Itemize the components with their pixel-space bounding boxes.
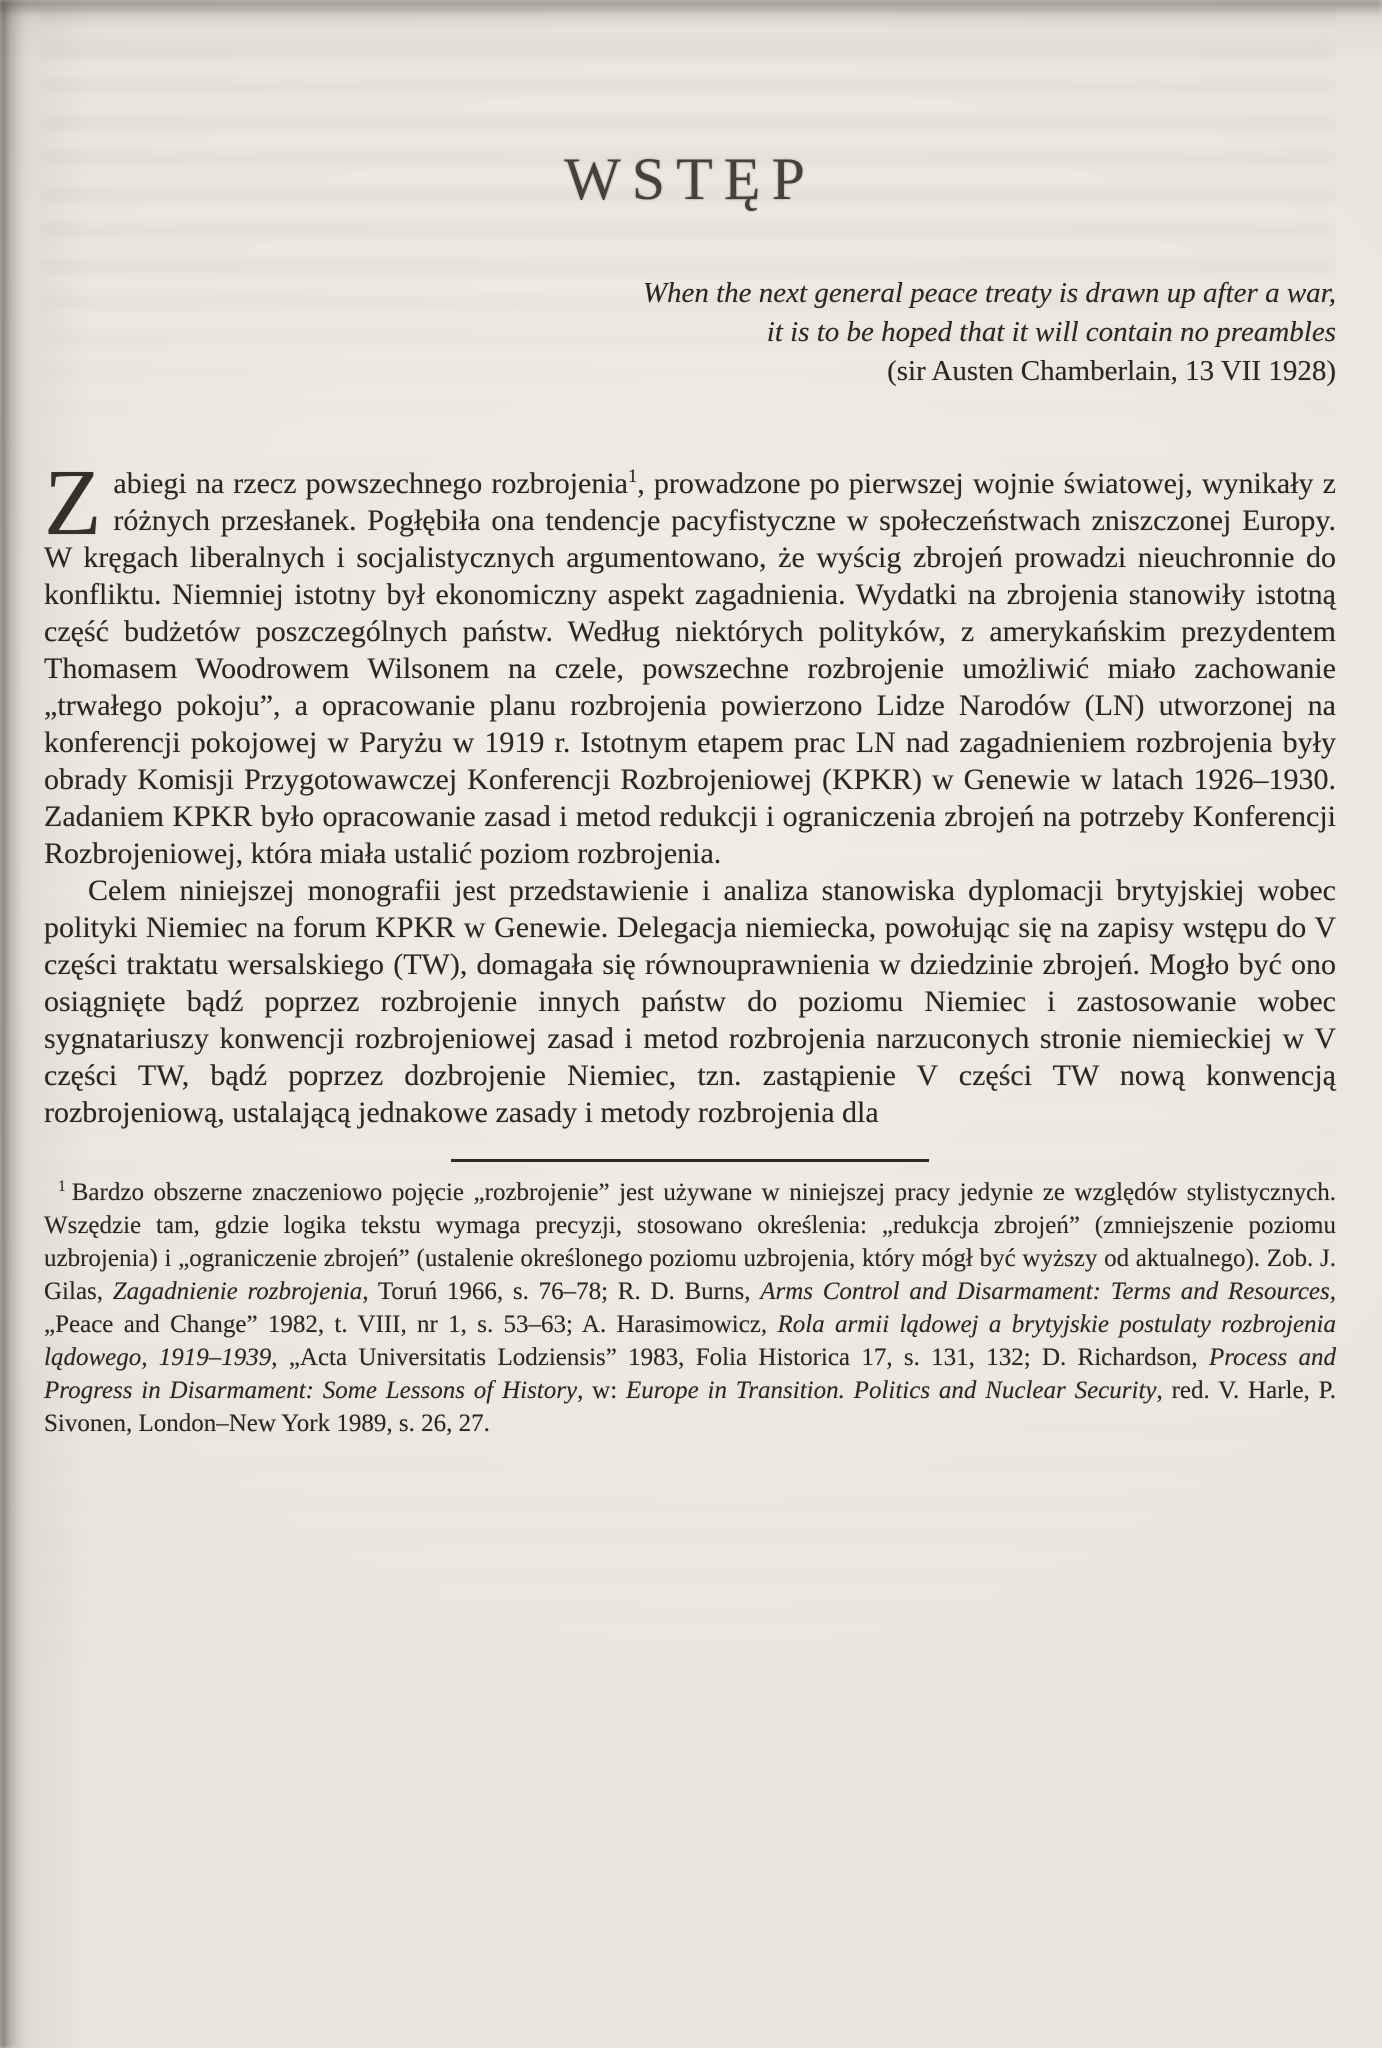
- footnote-separator: [451, 1159, 929, 1162]
- footnote-cited-title: Arms Control and Disarmament: Terms and Resources: [760, 1278, 1330, 1305]
- footnote-marker: 1: [58, 1177, 66, 1195]
- footnote-segment: Bardzo obszerne znaczeniowo pojęcie „rozbrojenie” jest używane w niniejszej pracy jedynie ze względów stylistycznych. Wszędzie tam, gdzie logika tekstu wymaga precyzji, stosowano określenia: „redukcja zbrojeń” (zmniejszenie poziomu uzbrojenia) i „ograniczenie zbrojeń” (ustalenie określonego poziomu uzbrojenia, który mógł być wyższy od aktualnego). Zob. J. Gilas,: [44, 1179, 1336, 1305]
- chapter-title: WSTĘP: [564, 146, 816, 212]
- paragraph-1-text-after-ref: , prowadzone po pierwszej wojnie światowej, wynikały z różnych przesłanek. Pogłębiła ona tendencje pacyfistyczne w społeczeństwach zniszczonej Europy. W kręgach liberalnych i socjalistycznych argumentowano, że wyścig zbrojeń prowadzi nieuchronnie do konfliktu. Niemniej istotny był ekonomiczny aspekt zagadnienia. Wydatki na zbrojenia stanowiły istotną część budżetów poszczególnych państw. Według niektórych polityków, z amerykańskim prezydentem Thomasem Woodrowem Wilsonem na czele, powszechne rozbrojenie umożliwić miało zachowanie „trwałego pokoju”, a opracowanie planu rozbrojenia powierzono Lidze Narodów (LN) utworzonej na konferencji pokojowej w Paryżu w 1919 r. Istotnym etapem prac LN nad zagadnieniem rozbrojenia były obrady Komisji Przygotowawczej Konferencji Rozbrojeniowej (KPKR) w Genewie w latach 1926–1930. Zadaniem KPKR było opracowanie zasad i metod redukcji i ograniczenia zbrojeń na potrzeby Konferencji Rozbrojeniowej, która miała ustalić poziom rozbrojenia.: [44, 467, 1336, 870]
- epigraph-line-2: it is to be hoped that it will contain no preambles: [766, 316, 1336, 348]
- paragraph-1-text-before-ref: abiegi na rzecz powszechnego rozbrojenia: [113, 467, 628, 500]
- epigraph: [44, 274, 1336, 391]
- footnote-1: [44, 1176, 1336, 1440]
- paragraph-2: Celem niniejszej monografii jest przedstawienie i analiza stanowiska dyplomacji brytyjskiej wobec polityki Niemiec na forum KPKR w Genewie. Delegacja niemiecka, powołując się na zapisy wstępu do V części traktatu wersalskiego (TW), domagała się równouprawnienia w dziedzinie zbrojeń. Mogło być ono osiągnięte bądź poprzez rozbrojenie innych państw do poziomu Niemiec i zastosowanie wobec sygnatariuszy konwencji rozbrojeniowej zasad i metod rozbrojenia narzuconych stronie niemieckiej w V części TW, bądź poprzez dozbrojenie Niemiec, tzn. zastąpienie V części TW nową konwencją rozbrojeniową, ustalającą jednakowe zasady i metody rozbrojenia dla: [44, 874, 1336, 1129]
- footnote-segment: , w:: [577, 1377, 626, 1404]
- drop-cap: Z: [44, 451, 102, 555]
- footnote-segment: , Toruń 1966, s. 76–78; R. D. Burns,: [362, 1278, 761, 1305]
- footnote-reference-1: 1: [628, 466, 638, 487]
- footnote-block: [44, 1176, 1336, 1440]
- body-text: [44, 451, 1336, 1131]
- footnote-segment: , „Acta Universitatis Lodziensis” 1983, Folia Historica 17, s. 131, 132; D. Richardson,: [271, 1344, 1209, 1371]
- epigraph-line-1: When the next general peace treaty is drawn up after a war,: [642, 277, 1336, 309]
- footnote-segment: , „Peace and Change” 1982, t. VIII, nr 1, s. 53–63; A. Harasimowicz,: [44, 1278, 1336, 1338]
- footnote-segment: , red. V. Harle, P. Sivonen, London–New York 1989, s. 26, 27.: [44, 1377, 1337, 1437]
- footnote-cited-title: Rola armii lądowej a brytyjskie postulaty rozbrojenia lądowego, 1919–1939: [44, 1311, 1337, 1371]
- paragraph-1: [44, 451, 1336, 872]
- footnote-cited-title: Europe in Transition. Politics and Nuclear Security: [626, 1377, 1157, 1404]
- footnote-cited-title: Process and Progress in Disarmament: Some Lessons of History: [44, 1344, 1336, 1404]
- epigraph-attribution: (sir Austen Chamberlain, 13 VII 1928): [887, 355, 1336, 387]
- footnote-cited-title: Zagadnienie rozbrojenia: [112, 1278, 363, 1305]
